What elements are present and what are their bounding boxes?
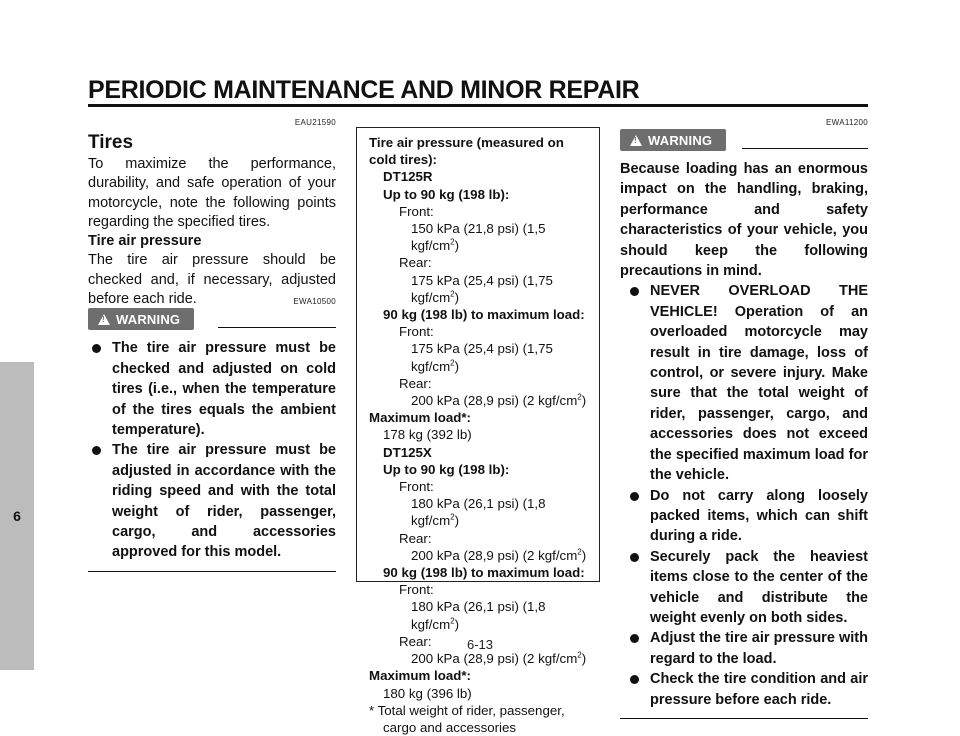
header-rule	[88, 104, 868, 107]
rear-label: Rear:	[399, 633, 432, 649]
warning-label: WARNING	[116, 311, 181, 327]
pressure-value: 200 kPa (28,9 psi) (2 kgf/$cm^2$)	[411, 650, 587, 667]
warning-label: WARNING	[648, 132, 713, 148]
warning-code: EWA11200	[826, 118, 868, 127]
list-item: Do not carry along loosely packed items, which can shift during a ride.	[626, 486, 868, 547]
warning-triangle-icon	[98, 314, 110, 325]
front-label: Front:	[399, 479, 434, 495]
front-label: Front:	[399, 203, 434, 219]
section-code: EAU21590	[294, 118, 336, 127]
pressure-value: 175 kPa (25,4 psi) (1,75 kgf/$cm^2$)	[411, 272, 553, 305]
max-load-value: 180 kg (396 lb)	[383, 685, 472, 701]
loading-warning-column	[620, 118, 868, 719]
max-load-value: 178 kg (392 lb)	[383, 427, 472, 443]
chapter-number: 6	[13, 508, 21, 524]
warning-code: EWA10500	[293, 297, 336, 307]
list-item: Adjust the tire air pressure with regard to the load.	[626, 628, 868, 669]
list-item: The tire air pressure must be adjusted in accordance with the riding speed and with the total weight of rider, passenger, cargo, and accessories approved for this model.	[88, 440, 336, 562]
pressure-value: 200 kPa (28,9 psi) (2 kgf/$cm^2$)	[411, 547, 587, 563]
load-range: 90 kg (198 lb) to maximum load:	[383, 307, 585, 323]
tires-column	[88, 118, 336, 572]
model-name: DT125X	[383, 444, 432, 460]
model-name: DT125R	[383, 169, 433, 185]
front-label: Front:	[399, 324, 434, 340]
warning-end-rule	[620, 718, 868, 720]
warning-badge	[620, 129, 726, 151]
footnote: * Total weight of rider, passenger, cargo and accessories	[369, 702, 565, 735]
warning-rule	[742, 148, 868, 150]
rear-label: Rear:	[399, 530, 432, 546]
warning-end-rule	[88, 571, 336, 573]
pressure-paragraph: The tire air pressure should be checked and, if necessary, adjusted before each ride.	[88, 252, 336, 308]
list-item: NEVER OVERLOAD THE VEHICLE! Operation of an overloaded motorcycle may result in tire damage, loss of control, or severe injury. Make sure that the total weight of rider, passenger, cargo, and accessories does not exceed the specified maximum load for the vehicle.	[626, 281, 868, 485]
warning-triangle-icon	[630, 135, 642, 146]
pressure-value: 180 kPa (26,1 psi) (1,8 kgf/$cm^2$)	[411, 599, 546, 632]
front-label: Front:	[399, 582, 434, 598]
rear-label: Rear:	[399, 375, 432, 391]
pressure-value: 200 kPa (28,9 psi) (2 kgf/$cm^2$)	[411, 392, 587, 409]
warning-rule	[218, 327, 336, 329]
load-range: Up to 90 kg (198 lb):	[383, 461, 510, 477]
list-item: Securely pack the heaviest items close to the center of the vehicle and distribute the weight evenly on both sides.	[626, 547, 868, 629]
warning-header	[88, 308, 336, 330]
pressure-value: 180 kPa (26,1 psi) (1,8 kgf/$cm^2$)	[411, 496, 546, 529]
max-load-label: Maximum load*:	[369, 410, 471, 426]
warning-intro: Because loading has an enormous impact on the handling, braking, performance and safety characteristics of your vehicle, you should keep the following precautions in mind.	[620, 161, 868, 280]
warning-header	[620, 129, 868, 151]
page-header-title: PERIODIC MAINTENANCE AND MINOR REPAIR	[88, 76, 640, 104]
load-range: Up to 90 kg (198 lb):	[383, 186, 510, 202]
section-heading: Tires	[88, 132, 134, 153]
list-item: Check the tire condition and air pressure before each ride.	[626, 669, 868, 710]
spec-title: Tire air pressure (measured on cold tires):	[369, 135, 564, 168]
page-number: 6-13	[466, 637, 494, 652]
load-range: 90 kg (198 lb) to maximum load:	[383, 565, 585, 581]
subheading: Tire air pressure	[88, 233, 202, 250]
pressure-value: 175 kPa (25,4 psi) (1,75 kgf/$cm^2$)	[411, 341, 553, 374]
chapter-tab	[0, 362, 34, 670]
max-load-label: Maximum load*:	[369, 668, 471, 684]
intro-paragraph: To maximize the performance, durability, and safe operation of your motorcycle, note the following points regarding the specified tires.	[88, 156, 336, 230]
warning-badge	[88, 308, 194, 330]
pressure-value: 150 kPa (21,8 psi) (1,5 kgf/$cm^2$)	[411, 221, 546, 254]
rear-label: Rear:	[399, 255, 432, 271]
warning-list	[88, 338, 336, 562]
list-item: The tire air pressure must be checked and adjusted on cold tires (i.e., when the temperature of the tires equals the ambient temperature).	[88, 338, 336, 440]
